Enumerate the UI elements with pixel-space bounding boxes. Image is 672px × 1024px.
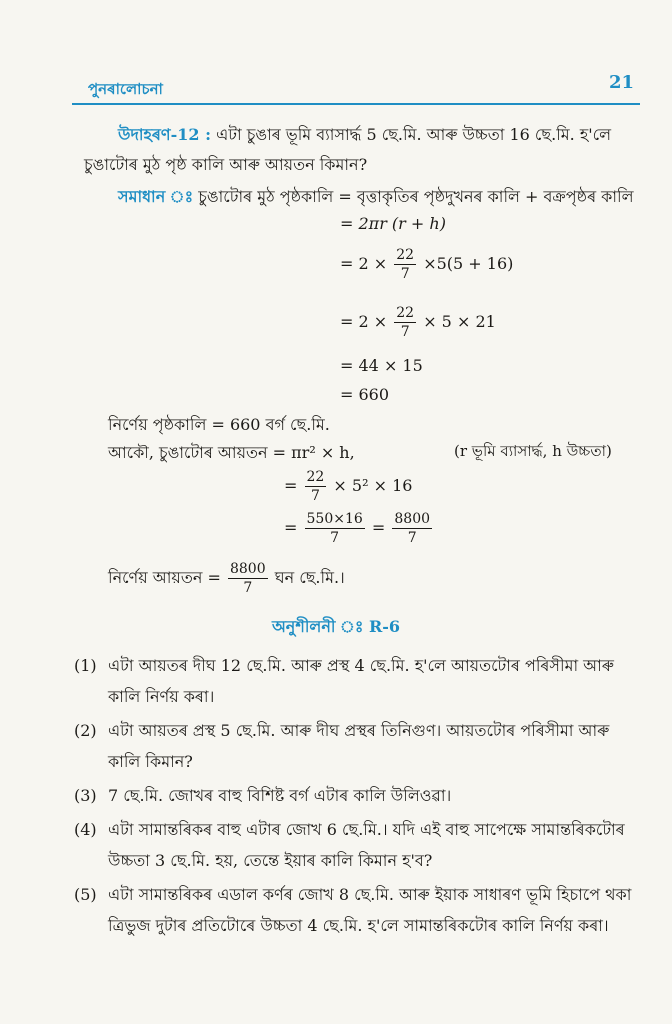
example-text-1: এটা চুঙাৰ ভূমি ব্যাসাৰ্দ্ধ 5 ছে.মি. আৰু উচ্চতা 16 ছে.মি. হ'লে (216, 125, 612, 144)
example-line-1 (118, 122, 611, 149)
vol-result-denominator: 7 (243, 580, 253, 596)
volume-formula-line: আকৌ, চুঙাটোৰ আয়তন = πr² × h, (108, 443, 355, 462)
exercise-item-text: এটা সামান্তৰিকৰ এডাল কৰ্ণৰ জোখ 8 ছে.মি. আৰু ইয়াক সাধাৰণ ভূমি হিচাপে থকা ত্ৰিভুজ দুটাৰ প্ৰতিটোৰে উচ্চতা 4 ছে.মি. হ'লে সামান্তৰিকটোৰ কালি নিৰ্ণয় কৰা। (108, 885, 632, 935)
solution-eq-3 (340, 304, 496, 341)
exercise-item-number: (4) (74, 820, 97, 839)
exercise-item-text: এটা সামান্তৰিকৰ বাহু এটাৰ জোখ 6 ছে.মি.। যদি এই বাহু সাপেক্ষে সামান্তৰিকটোৰ উচ্চতা 3 ছে.মি. হয়, তেন্তে ইয়াৰ কালি কিমান হ'ব? (108, 820, 625, 870)
vol-eq1-prefix: = (284, 476, 298, 495)
vol-eq2-fraction-2 (392, 510, 432, 547)
solution-line-1 (118, 184, 634, 211)
running-header-title: পুনৰালোচনা (88, 80, 163, 98)
vol-eq2-numerator-2: 8800 (394, 511, 431, 527)
vol-eq1-numerator: 22 (306, 469, 325, 485)
exercise-item (74, 715, 644, 777)
eq3-prefix: = 2 × (340, 312, 388, 331)
exercise-list (74, 650, 644, 944)
vol-eq1-denominator: 7 (310, 488, 320, 504)
exercise-item-text: এটা আয়তৰ প্ৰস্থ 5 ছে.মি. আৰু দীঘ প্ৰস্থৰ তিনিগুণ। আয়তটোৰ পৰিসীমা আৰু কালি কিমান? (108, 721, 610, 771)
vol-eq2-equals: = (371, 518, 386, 537)
volume-note: (r ভূমি ব্যাসাৰ্দ্ধ, h উচ্চতা) (454, 442, 612, 460)
exercise-item (74, 879, 644, 941)
exercise-item-number: (2) (74, 721, 97, 740)
example-text-2: চুঙাটোৰ মুঠ পৃষ্ঠ কালি আৰু আয়তন কিমান? (84, 155, 368, 174)
solution-eq-2 (340, 246, 513, 283)
exercise-title (0, 614, 672, 641)
solution-label: সমাধান ঃ (118, 187, 194, 206)
eq2-numerator: 22 (396, 247, 415, 263)
exercise-item-number: (1) (74, 656, 97, 675)
eq3-denominator: 7 (400, 324, 410, 340)
vol-eq2-denominator-2: 7 (407, 530, 417, 546)
exercise-title-text: অনুশীলনী ঃ R-6 (271, 617, 401, 636)
eq2-suffix: ×5(5 + 16) (423, 254, 514, 273)
eq2-prefix: = 2 × (340, 254, 388, 273)
vol-eq2-prefix: = (284, 518, 298, 537)
header-rule (72, 103, 640, 105)
exercise-item-number: (5) (74, 885, 97, 904)
vol-result-numerator: 8800 (229, 561, 266, 577)
vol-result-suffix: ঘন ছে.মি.। (274, 568, 345, 587)
eq3-suffix: × 5 × 21 (423, 312, 496, 331)
page-number: 21 (608, 72, 634, 93)
vol-eq2-denominator-1: 7 (330, 530, 340, 546)
volume-result (108, 560, 345, 597)
vol-eq1-fraction (305, 468, 327, 505)
volume-eq-2 (284, 510, 434, 547)
area-result: নিৰ্ণেয় পৃষ্ঠকালি = 660 বৰ্গ ছে.মি. (108, 415, 330, 434)
eq2-fraction (394, 246, 416, 283)
volume-eq-1 (284, 468, 412, 505)
eq3-numerator: 22 (396, 305, 415, 321)
exercise-item-text: এটা আয়তৰ দীঘ 12 ছে.মি. আৰু প্ৰস্থ 4 ছে.মি. হ'লে আয়তটোৰ পৰিসীমা আৰু কালি নিৰ্ণয় কৰা। (108, 656, 614, 706)
eq2-denominator: 7 (400, 266, 410, 282)
exercise-item (74, 650, 644, 712)
solution-eq-4: = 44 × 15 (340, 356, 423, 375)
exercise-item-text: 7 ছে.মি. জোখৰ বাহু বিশিষ্ট বৰ্গ এটাৰ কালি উলিওৱা। (108, 786, 452, 805)
vol-result-prefix: নিৰ্ণেয় আয়তন = (108, 568, 221, 587)
eq3-fraction (394, 304, 416, 341)
vol-eq2-numerator-1: 550×16 (306, 511, 363, 527)
solution-text-1: চুঙাটোৰ মুঠ পৃষ্ঠকালি = বৃত্তাকৃতিৰ পৃষ্ঠদুখনৰ কালি + বক্ৰপৃষ্ঠৰ কালি (198, 187, 634, 206)
vol-eq2-fraction-1 (305, 510, 365, 547)
vol-eq1-suffix: × 5² × 16 (333, 476, 413, 495)
solution-eq-5: = 660 (340, 385, 390, 404)
exercise-item (74, 780, 644, 811)
example-label: উদাহৰণ-12 : (118, 125, 211, 144)
solution-eq-1: = 2πr (r + h) (340, 214, 446, 233)
exercise-item (74, 814, 644, 876)
vol-result-fraction (228, 560, 268, 597)
exercise-item-number: (3) (74, 786, 97, 805)
